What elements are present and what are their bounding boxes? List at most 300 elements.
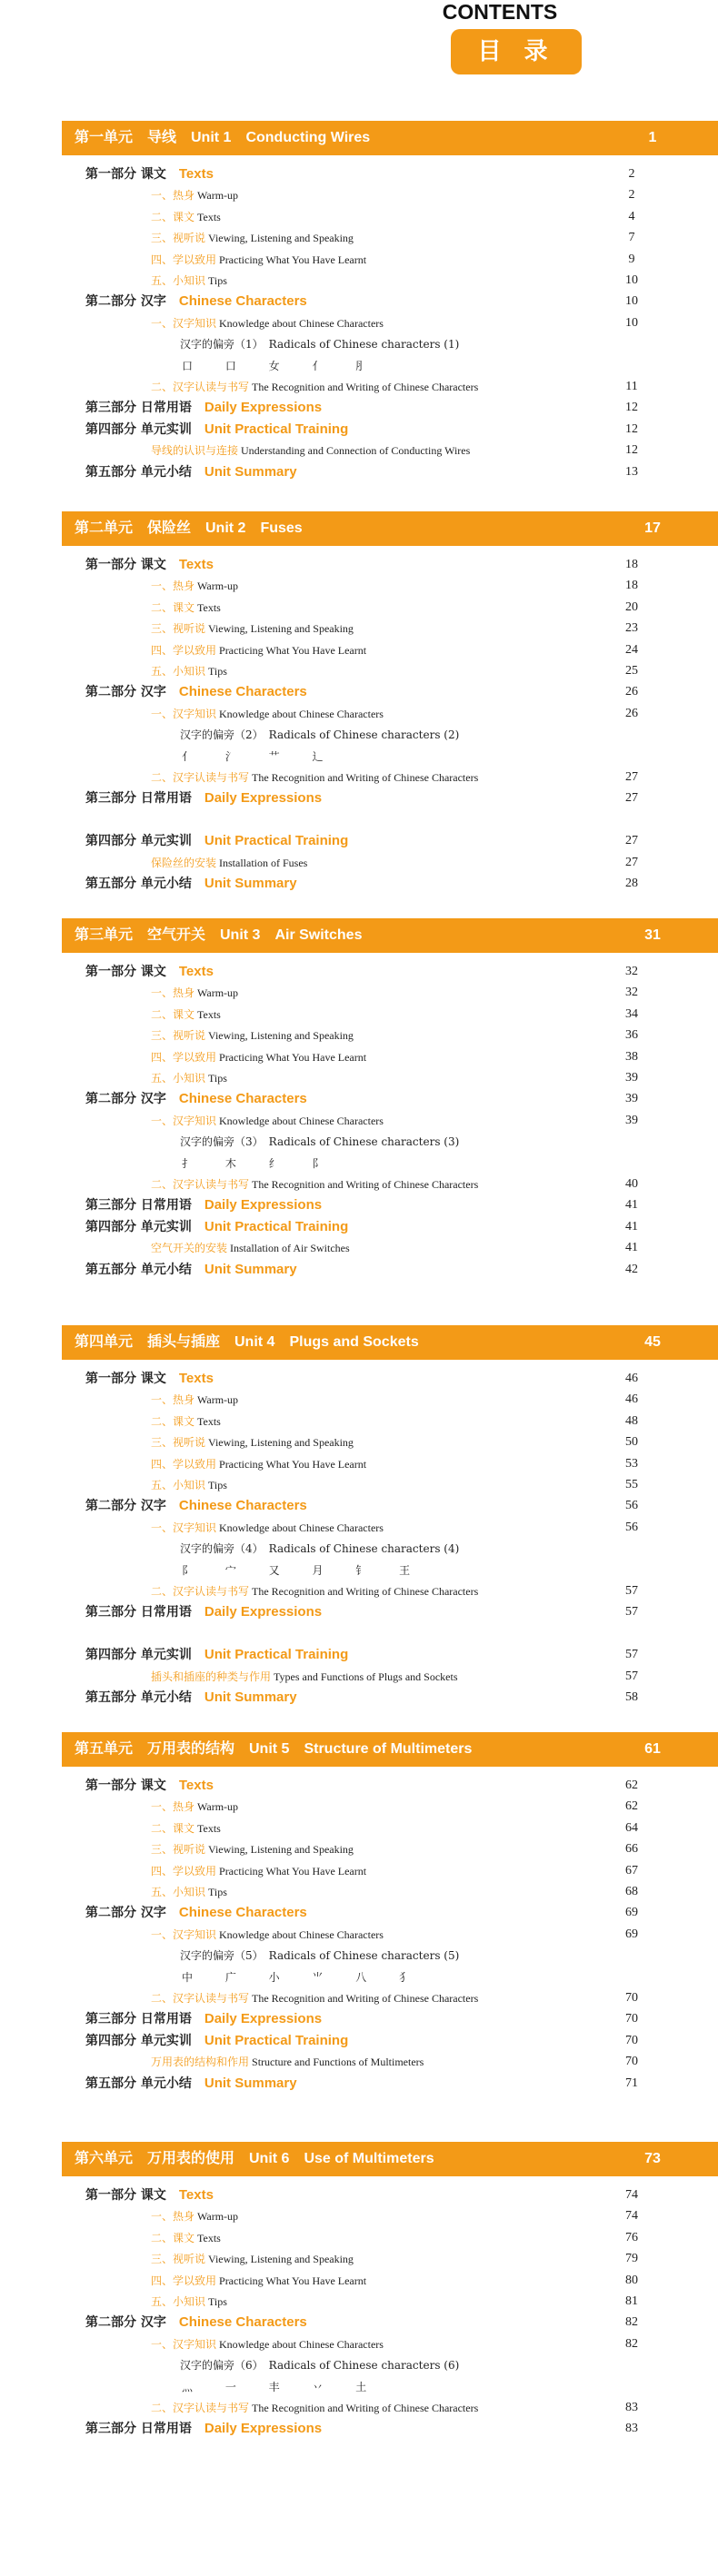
unit-title: 第三单元 空气开关 Unit 3 Air Switches	[75, 927, 363, 943]
sub-english-title: Practicing What You Have Learnt	[219, 643, 367, 657]
page-number: 58	[625, 1690, 638, 1704]
part-english-title: Unit Practical Training	[204, 1218, 349, 1234]
page-number: 28	[625, 877, 638, 890]
sub-chinese-title: 二、课文	[151, 1007, 195, 1021]
toc-part-entry[interactable]	[85, 462, 297, 482]
toc-sub-entry[interactable]	[151, 640, 366, 660]
sub-chinese-title: 二、汉字认读与书写	[151, 2402, 250, 2414]
toc-part-entry[interactable]	[85, 2185, 214, 2205]
toc-part-entry[interactable]	[85, 420, 348, 440]
page-number: 71	[625, 2076, 638, 2090]
sub-chinese-title: 四、学以致用	[151, 2274, 217, 2287]
toc-sub-entry[interactable]	[151, 1797, 238, 1817]
radicals-caption: 汉字的偏旁（5） Radicals of Chinese characters (5)	[180, 1949, 460, 1963]
toc-sub-entry[interactable]	[151, 313, 384, 333]
page-number: 32	[625, 965, 638, 978]
sub-chinese-title: 五、小知识	[151, 665, 206, 678]
toc-part-entry[interactable]	[85, 2074, 297, 2094]
sub-chinese-title: 空气开关的安装	[151, 1242, 228, 1255]
page-number: 70	[625, 2055, 638, 2069]
page-number: 68	[625, 1885, 638, 1898]
page-number: 11	[625, 380, 638, 393]
page-number: 69	[625, 1906, 638, 1920]
toc-part-entry[interactable]	[85, 2031, 348, 2051]
page-number: 53	[625, 1456, 638, 1471]
part-label: 第二部分 汉字	[85, 1499, 166, 1514]
page-number: 64	[625, 1820, 638, 1835]
unit-title: 第四单元 插头与插座 Unit 4 Plugs and Sockets	[75, 1334, 419, 1350]
sub-english-title: Knowledge about Chinese Characters	[219, 316, 384, 330]
sub-chinese-title: 二、汉字认读与书写	[151, 1178, 250, 1191]
toc-sub-entry[interactable]	[151, 1581, 478, 1601]
part-english-title: Daily Expressions	[204, 2421, 323, 2437]
sub-chinese-title: 四、学以致用	[151, 253, 217, 266]
toc-sub-entry[interactable]	[151, 619, 354, 639]
sub-chinese-title: 一、热身	[151, 986, 195, 1000]
sub-english-title: Tips	[208, 665, 227, 678]
part-label: 第三部分 日常用语	[85, 2012, 192, 2027]
sub-english-title: Texts	[197, 2231, 221, 2244]
page-number: 25	[625, 664, 638, 678]
toc-sub-entry[interactable]	[151, 1238, 350, 1258]
sub-english-title: Warm-up	[197, 2210, 239, 2224]
toc-part-entry[interactable]	[85, 2009, 322, 2029]
page-number: 48	[625, 1413, 638, 1428]
page-number: 12	[625, 401, 638, 415]
page-number: 27	[625, 770, 638, 784]
toc-sub-entry[interactable]	[151, 983, 238, 1003]
part-english-title: Unit Practical Training	[204, 1647, 349, 1663]
part-english-title: Daily Expressions	[204, 400, 323, 416]
page-number: 42	[625, 1262, 638, 1276]
part-label: 第四部分 单元实训	[85, 421, 192, 437]
toc-sub-entry[interactable]	[151, 1988, 478, 2008]
part-label: 第三部分 日常用语	[85, 2422, 192, 2437]
toc-sub-entry[interactable]	[151, 598, 221, 618]
toc-sub-entry[interactable]	[151, 1518, 384, 1538]
part-english-title: Chinese Characters	[178, 1498, 307, 1514]
part-english-title: Unit Summary	[204, 463, 297, 480]
toc-sub-entry[interactable]	[151, 768, 478, 788]
toc-sub-entry[interactable]	[151, 1174, 478, 1194]
part-english-title: Texts	[178, 1778, 214, 1793]
sub-english-title: Viewing, Listening and Speaking	[208, 232, 354, 245]
part-label: 第五部分 单元小结	[85, 2076, 192, 2091]
sub-chinese-title: 四、学以致用	[151, 1864, 217, 1878]
toc-part-entry[interactable]	[85, 874, 297, 894]
part-english-title: Chinese Characters	[178, 293, 307, 310]
radical-glyphs: 中 广 小 ⺌ 八 犭	[182, 1970, 425, 1984]
toc-part-entry[interactable]	[85, 1688, 297, 1708]
page-number: 50	[625, 1435, 638, 1450]
sub-english-title: Warm-up	[197, 986, 239, 1000]
part-label: 第五部分 单元小结	[85, 464, 192, 480]
toc-sub-entry[interactable]	[151, 2249, 354, 2269]
page-number: 46	[625, 1372, 638, 1385]
page-number: 27	[625, 834, 638, 848]
page-number: 41	[625, 1241, 638, 1255]
part-label: 第一部分 课文	[85, 167, 166, 182]
part-label: 第三部分 日常用语	[85, 1198, 192, 1214]
part-english-title: Chinese Characters	[178, 684, 307, 700]
toc-sub-entry[interactable]	[151, 1454, 366, 1474]
unit-page-number: 61	[644, 1741, 661, 1757]
part-label: 第三部分 日常用语	[85, 791, 192, 807]
sub-chinese-title: 插头和插座的种类与作用	[151, 1669, 272, 1683]
sub-chinese-title: 一、热身	[151, 189, 195, 203]
sub-chinese-title: 五、小知识	[151, 1479, 206, 1491]
toc-sub-entry[interactable]	[151, 2052, 424, 2072]
sub-english-title: Viewing, Listening and Speaking	[208, 622, 354, 636]
page-number: 57	[625, 1605, 638, 1620]
part-label: 第五部分 单元小结	[85, 877, 192, 891]
part-english-title: Unit Practical Training	[204, 833, 349, 849]
sub-chinese-title: 保险丝的安装	[151, 856, 217, 869]
page-number: 10	[625, 315, 638, 330]
sub-english-title: Warm-up	[197, 580, 239, 593]
page-number: 79	[625, 2252, 638, 2266]
toc-sub-entry[interactable]	[151, 853, 307, 873]
toc-sub-entry[interactable]	[151, 704, 384, 724]
part-english-title: Unit Practical Training	[204, 2032, 349, 2048]
toc-part-entry[interactable]	[85, 2419, 322, 2439]
part-english-title: Texts	[178, 1371, 214, 1386]
toc-sub-entry[interactable]	[151, 271, 227, 291]
unit-title: 第一单元 导线 Unit 1 Conducting Wires	[75, 130, 371, 145]
page-number: 23	[625, 621, 638, 636]
sub-chinese-title: 一、汉字知识	[151, 1114, 217, 1127]
toc-sub-entry[interactable]	[151, 1839, 354, 1859]
part-english-title: Texts	[178, 557, 214, 572]
sub-english-title: Installation of Fuses	[219, 856, 308, 869]
sub-english-title: Texts	[197, 1821, 221, 1835]
part-label: 第一部分 课文	[85, 558, 166, 572]
toc-part-entry[interactable]	[85, 555, 214, 575]
sub-english-title: The Recognition and Writing of Chinese Characters	[252, 2402, 479, 2414]
page-number: 18	[625, 579, 638, 593]
unit-title: 第五单元 万用表的结构 Unit 5 Structure of Multimeters	[75, 1741, 473, 1757]
page-number: 9	[628, 252, 635, 266]
page-number: 27	[625, 791, 638, 806]
toc-sub-entry[interactable]	[151, 576, 238, 596]
page-number: 70	[625, 1991, 638, 2005]
radical-glyphs: 口 口 女 亻 ⺼	[182, 359, 382, 372]
sub-english-title: Texts	[197, 600, 221, 614]
sub-english-title: Tips	[208, 1479, 227, 1491]
sub-chinese-title: 二、课文	[151, 1821, 195, 1835]
part-english-title: Chinese Characters	[178, 1091, 307, 1107]
toc-part-entry[interactable]	[85, 1195, 322, 1215]
sub-chinese-title: 二、汉字认读与书写	[151, 1585, 250, 1598]
page-number: 80	[625, 2273, 638, 2287]
toc-part-entry[interactable]	[85, 1903, 307, 1923]
page-number: 20	[625, 599, 638, 614]
part-label: 第四部分 单元实训	[85, 1219, 192, 1234]
unit-page-number: 17	[644, 520, 661, 536]
page-number: 27	[625, 855, 638, 869]
sub-english-title: Texts	[197, 1414, 221, 1428]
sub-chinese-title: 一、热身	[151, 1393, 195, 1407]
part-english-title: Daily Expressions	[204, 790, 323, 807]
sub-english-title: Warm-up	[197, 1800, 239, 1814]
page-number: 46	[625, 1392, 638, 1407]
sub-english-title: Practicing What You Have Learnt	[219, 2274, 367, 2287]
part-english-title: Texts	[178, 166, 214, 182]
sub-english-title: Knowledge about Chinese Characters	[219, 1114, 384, 1127]
radicals-caption: 汉字的偏旁（4） Radicals of Chinese characters (4)	[180, 1542, 460, 1556]
unit-header[interactable]	[62, 121, 718, 155]
radicals-caption: 汉字的偏旁（3） Radicals of Chinese characters (3)	[180, 1135, 460, 1149]
unit-header[interactable]	[62, 511, 718, 546]
part-english-title: Unit Summary	[204, 1261, 297, 1277]
page-number: 55	[625, 1478, 638, 1491]
page-number: 82	[625, 2315, 638, 2330]
part-label: 第五部分 单元小结	[85, 1690, 192, 1705]
sub-chinese-title: 五、小知识	[151, 1072, 206, 1085]
toc-sub-entry[interactable]	[151, 1925, 384, 1945]
sub-english-title: Texts	[197, 1007, 221, 1021]
sub-chinese-title: 三、视听说	[151, 622, 206, 636]
sub-english-title: Knowledge about Chinese Characters	[219, 707, 384, 720]
sub-chinese-title: 万用表的结构和作用	[151, 2056, 250, 2069]
page-number: 26	[625, 706, 638, 720]
toc-sub-entry[interactable]	[151, 1047, 366, 1067]
toc-sub-entry[interactable]	[151, 1432, 354, 1452]
toc-part-entry[interactable]	[85, 1369, 214, 1389]
toc-part-entry[interactable]	[85, 831, 348, 851]
toc-sub-entry[interactable]	[151, 2271, 366, 2291]
sub-chinese-title: 二、汉字认读与书写	[151, 771, 250, 784]
part-english-title: Unit Summary	[204, 1689, 297, 1705]
toc-sub-entry[interactable]	[151, 2206, 238, 2226]
page-number: 40	[625, 1177, 638, 1191]
toc-sub-entry[interactable]	[151, 2228, 221, 2248]
toc-part-entry[interactable]	[85, 1089, 307, 1109]
sub-chinese-title: 一、汉字知识	[151, 1521, 217, 1534]
toc-part-entry[interactable]	[85, 1217, 348, 1237]
toc-sub-entry[interactable]	[151, 1475, 227, 1495]
toc-part-entry[interactable]	[85, 398, 322, 418]
page-number: 41	[625, 1198, 638, 1213]
page-number: 10	[625, 294, 638, 309]
part-label: 第二部分 汉字	[85, 1092, 166, 1107]
sub-english-title: Tips	[208, 1886, 227, 1898]
sub-chinese-title: 导线的认识与连接	[151, 444, 239, 458]
sub-chinese-title: 三、视听说	[151, 1029, 206, 1043]
toc-sub-entry[interactable]	[151, 661, 227, 681]
radicals-caption: 汉字的偏旁（2） Radicals of Chinese characters (2)	[180, 728, 460, 742]
toc-part-entry[interactable]	[85, 292, 307, 312]
toc-sub-entry[interactable]	[151, 377, 478, 397]
part-label: 第四部分 单元实训	[85, 1648, 192, 1663]
part-label: 第一部分 课文	[85, 965, 166, 979]
page-number: 13	[625, 464, 638, 479]
radical-glyphs: 阝 宀 又 月 钅 王	[182, 1563, 425, 1577]
toc-sub-entry[interactable]	[151, 1068, 227, 1088]
toc-sub-entry[interactable]	[151, 1025, 354, 1045]
part-label: 第四部分 单元实训	[85, 834, 192, 849]
page-number: 74	[625, 2209, 638, 2224]
page-number: 83	[625, 2422, 638, 2436]
sub-english-title: Tips	[208, 2295, 227, 2308]
unit-header[interactable]	[62, 1732, 718, 1767]
toc-sub-entry[interactable]	[151, 2334, 384, 2354]
part-label: 第二部分 汉字	[85, 294, 166, 310]
page-number: 2	[628, 167, 635, 181]
toc-part-entry[interactable]	[85, 2313, 307, 2333]
part-label: 第一部分 课文	[85, 2188, 166, 2203]
part-label: 第五部分 单元小结	[85, 1262, 192, 1277]
toc-part-entry[interactable]	[85, 788, 322, 808]
radical-glyphs: 扌 木 纟 阝	[182, 1156, 338, 1170]
radical-glyphs: 灬 一 丰 丷 土	[182, 2380, 382, 2393]
sub-chinese-title: 二、课文	[151, 1414, 195, 1428]
sub-english-title: Viewing, Listening and Speaking	[208, 2253, 354, 2266]
part-english-title: Texts	[178, 2187, 214, 2203]
part-label: 第三部分 日常用语	[85, 1605, 192, 1620]
sub-chinese-title: 三、视听说	[151, 1436, 206, 1450]
sub-english-title: Practicing What You Have Learnt	[219, 1864, 367, 1878]
page-number: 38	[625, 1049, 638, 1064]
page-number: 56	[625, 1520, 638, 1534]
sub-chinese-title: 二、汉字认读与书写	[151, 381, 250, 393]
sub-english-title: Warm-up	[197, 189, 239, 203]
sub-english-title: Installation of Air Switches	[230, 1242, 350, 1255]
sub-chinese-title: 二、课文	[151, 2231, 195, 2244]
toc-sub-entry[interactable]	[151, 441, 470, 461]
toc-sub-entry[interactable]	[151, 1861, 366, 1881]
unit-page-number: 73	[644, 2151, 661, 2166]
sub-english-title: Viewing, Listening and Speaking	[208, 1843, 354, 1857]
sub-english-title: The Recognition and Writing of Chinese Characters	[252, 1178, 479, 1191]
part-label: 第三部分 日常用语	[85, 401, 192, 416]
page-number: 66	[625, 1842, 638, 1857]
sub-english-title: Knowledge about Chinese Characters	[219, 1927, 384, 1941]
sub-chinese-title: 三、视听说	[151, 232, 206, 245]
page-number: 39	[625, 1113, 638, 1127]
contents-badge: 目 录	[451, 29, 582, 74]
radicals-caption: 汉字的偏旁（6） Radicals of Chinese characters (6)	[180, 2359, 460, 2373]
sub-english-title: Types and Functions of Plugs and Sockets	[274, 1669, 458, 1683]
toc-part-entry[interactable]	[85, 962, 214, 982]
toc-sub-entry[interactable]	[151, 1882, 227, 1902]
sub-english-title: Practicing What You Have Learnt	[219, 1050, 367, 1064]
toc-sub-entry[interactable]	[151, 1390, 238, 1410]
sub-english-title: Warm-up	[197, 1393, 239, 1407]
toc-sub-entry[interactable]	[151, 207, 221, 227]
unit-title: 第二单元 保险丝 Unit 2 Fuses	[75, 520, 303, 536]
toc-sub-entry[interactable]	[151, 1005, 221, 1025]
part-label: 第四部分 单元实训	[85, 2033, 192, 2048]
toc-sub-entry[interactable]	[151, 1818, 221, 1838]
toc-sub-entry[interactable]	[151, 228, 354, 248]
unit-header[interactable]	[62, 1325, 718, 1360]
part-english-title: Daily Expressions	[204, 1604, 323, 1620]
unit-header[interactable]	[62, 918, 718, 953]
toc-part-entry[interactable]	[85, 682, 307, 702]
sub-chinese-title: 五、小知识	[151, 1886, 206, 1898]
page-number: 76	[625, 2230, 638, 2244]
sub-chinese-title: 一、汉字知识	[151, 707, 217, 720]
sub-chinese-title: 五、小知识	[151, 2295, 206, 2308]
sub-english-title: Knowledge about Chinese Characters	[219, 1521, 384, 1534]
sub-chinese-title: 三、视听说	[151, 1843, 206, 1857]
toc-sub-entry[interactable]	[151, 2292, 227, 2312]
radical-glyphs: 亻 氵 艹 辶	[182, 749, 338, 763]
page-number: 70	[625, 2012, 638, 2026]
page-number: 81	[625, 2294, 638, 2308]
part-english-title: Unit Summary	[204, 876, 297, 891]
page-number: 70	[625, 2033, 638, 2047]
part-english-title: Chinese Characters	[178, 1905, 307, 1921]
unit-header[interactable]	[62, 2142, 718, 2176]
sub-chinese-title: 二、课文	[151, 210, 195, 223]
sub-chinese-title: 四、学以致用	[151, 643, 217, 657]
toc-sub-entry[interactable]	[151, 250, 366, 270]
page-number: 67	[625, 1863, 638, 1878]
page-number: 57	[625, 1584, 638, 1598]
page-number: 4	[628, 209, 635, 223]
sub-chinese-title: 一、汉字知识	[151, 316, 217, 330]
toc-part-entry[interactable]	[85, 1496, 307, 1516]
unit-page-number: 1	[648, 130, 657, 145]
toc-part-entry[interactable]	[85, 164, 214, 184]
part-label: 第一部分 课文	[85, 1372, 166, 1386]
page-number: 83	[625, 2401, 638, 2414]
sub-chinese-title: 一、热身	[151, 580, 195, 593]
toc-part-entry[interactable]	[85, 1260, 297, 1280]
sub-english-title: Structure and Functions of Multimeters	[252, 2056, 424, 2069]
sub-chinese-title: 一、热身	[151, 1800, 195, 1814]
page-number: 57	[625, 1669, 638, 1683]
sub-english-title: Viewing, Listening and Speaking	[208, 1436, 354, 1450]
sub-english-title: Knowledge about Chinese Characters	[219, 2337, 384, 2351]
sub-english-title: Texts	[197, 210, 221, 223]
toc-sub-entry[interactable]	[151, 1667, 458, 1687]
page-number: 39	[625, 1071, 638, 1085]
page-number: 10	[625, 273, 638, 287]
sub-english-title: The Recognition and Writing of Chinese Characters	[252, 771, 479, 784]
part-label: 第二部分 汉字	[85, 1906, 166, 1921]
page-number: 74	[625, 2188, 638, 2202]
page-number: 57	[625, 1648, 638, 1662]
sub-english-title: Tips	[208, 274, 227, 287]
toc-sub-entry[interactable]	[151, 1111, 384, 1131]
sub-chinese-title: 二、汉字认读与书写	[151, 1992, 250, 2005]
toc-part-entry[interactable]	[85, 1776, 214, 1796]
toc-part-entry[interactable]	[85, 1645, 348, 1665]
part-english-title: Unit Practical Training	[204, 421, 349, 437]
page-number: 12	[625, 443, 638, 458]
sub-chinese-title: 三、视听说	[151, 2253, 206, 2266]
page-number: 24	[625, 642, 638, 657]
sub-english-title: Viewing, Listening and Speaking	[208, 1029, 354, 1043]
unit-page-number: 31	[644, 927, 661, 943]
sub-chinese-title: 二、课文	[151, 600, 195, 614]
unit-title: 第六单元 万用表的使用 Unit 6 Use of Multimeters	[75, 2151, 434, 2166]
part-label: 第二部分 汉字	[85, 2315, 166, 2331]
sub-chinese-title: 四、学以致用	[151, 1457, 217, 1471]
radicals-caption: 汉字的偏旁（1） Radicals of Chinese characters (1)	[180, 338, 460, 352]
sub-chinese-title: 一、汉字知识	[151, 2337, 217, 2351]
page-number: 18	[625, 558, 638, 571]
toc-sub-entry[interactable]	[151, 185, 238, 205]
toc-sub-entry[interactable]	[151, 1412, 221, 1432]
toc-sub-entry[interactable]	[151, 2398, 478, 2418]
part-english-title: Daily Expressions	[204, 2011, 323, 2027]
toc-part-entry[interactable]	[85, 1602, 322, 1622]
sub-english-title: Practicing What You Have Learnt	[219, 253, 367, 266]
